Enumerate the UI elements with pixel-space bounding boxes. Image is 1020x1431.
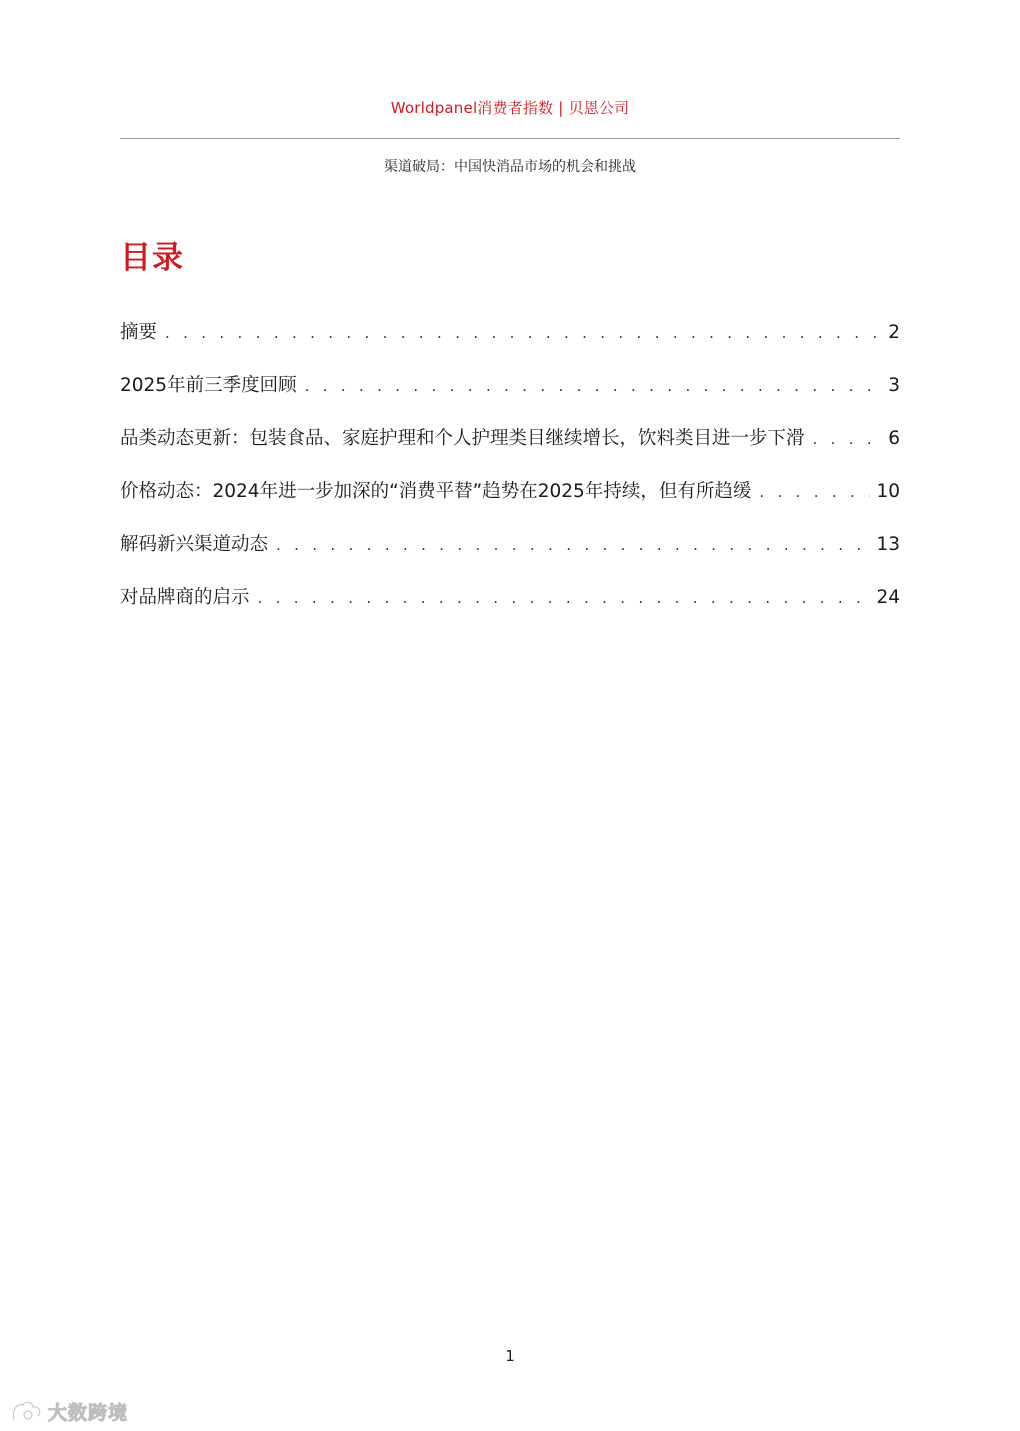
brand-logo-icon xyxy=(10,1399,44,1425)
toc-entry[interactable] xyxy=(120,477,900,530)
toc-entry[interactable] xyxy=(120,530,900,583)
toc-entry-label: 2025年前三季度回顾 xyxy=(120,375,297,396)
toc-entry-label: 解码新兴渠道动态 xyxy=(120,534,269,555)
toc-list xyxy=(120,318,900,636)
toc-entry-label: 价格动态：2024年进一步加深的“消费平替”趋势在2025年持续，但有所趋缓 xyxy=(120,481,752,502)
toc-entry-label: 品类动态更新：包装食品、家庭护理和个人护理类目继续增长，饮料类目进一步下滑 xyxy=(120,428,805,449)
report-subtitle: 渠道破局：中国快消品市场的机会和挑战 xyxy=(384,159,636,175)
header-divider xyxy=(120,138,900,139)
toc-entry-page: 6 xyxy=(888,428,900,449)
toc-entry-page: 13 xyxy=(876,534,900,555)
toc-dot-leader xyxy=(305,377,883,395)
toc-entry-page: 2 xyxy=(888,322,900,343)
toc-title: 目录 xyxy=(120,240,184,276)
toc-entry-label: 对品牌商的启示 xyxy=(120,587,250,608)
toc-entry[interactable] xyxy=(120,318,900,371)
toc-dot-leader xyxy=(813,430,883,448)
toc-entry-label: 摘要 xyxy=(120,322,158,343)
toc-dot-leader xyxy=(759,483,870,501)
toc-entry[interactable] xyxy=(120,424,900,477)
toc-entry-page: 24 xyxy=(876,587,900,608)
toc-entry[interactable] xyxy=(120,583,900,636)
toc-dot-leader xyxy=(276,536,870,554)
toc-entry-page: 3 xyxy=(888,375,900,396)
page-number: 1 xyxy=(505,1347,515,1365)
header-brand: Worldpanel消费者指数 | 贝恩公司 xyxy=(390,99,630,117)
toc-entry[interactable] xyxy=(120,371,900,424)
toc-entry-page: 10 xyxy=(876,481,900,502)
watermark xyxy=(10,1398,128,1425)
toc-dot-leader xyxy=(165,324,882,342)
toc-dot-leader xyxy=(258,589,871,607)
watermark-text: 大数跨境 xyxy=(48,1402,129,1424)
